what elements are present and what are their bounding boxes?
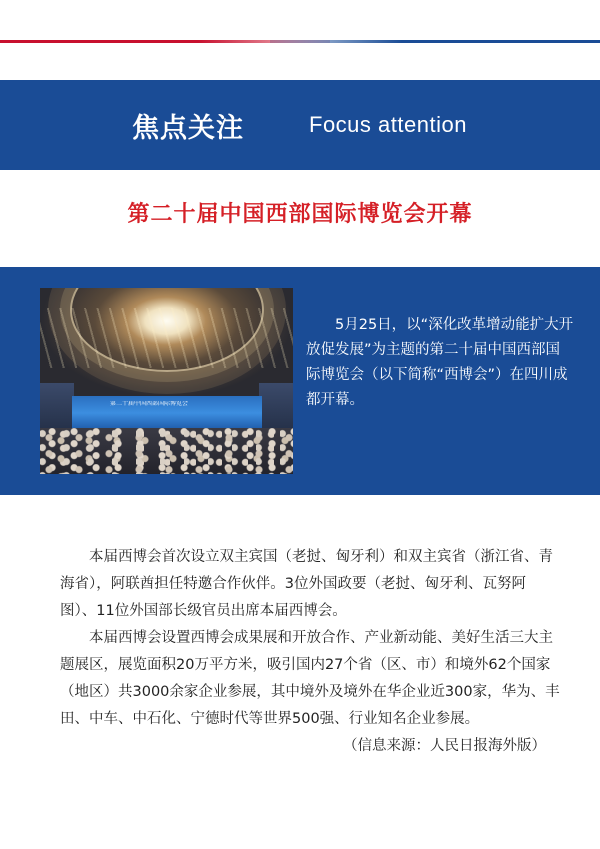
section-title-en: Focus attention [309, 112, 467, 137]
photo-audience [40, 428, 293, 474]
expo-hall-photo [40, 288, 293, 474]
section-title-cn: 焦点关注 [132, 113, 244, 144]
intro-paragraph: 5月25日，以“深化改革增动能扩大开放促发展”为主题的第二十届中国西部国际博览会（以下简称“西博会”）在四川成都开幕。 [306, 317, 574, 408]
photo-stage-screen-text: 第二十届中国西部国际博览会 [110, 401, 189, 407]
top-divider-stripe [0, 40, 600, 43]
article-headline: 第二十届中国西部国际博览会开幕 [127, 202, 473, 227]
top-divider-blue [270, 40, 600, 43]
body-paragraph-2-text: 本届西博会设置西博会成果展和开放合作、产业新动能、美好生活三大主题展区，展览面积20万平方米，吸引国内27个省（区、市）和境外62个国家（地区）共3000余家企业参展，其中境外及境外在华企业近300家，华为、丰田、中车、中石化、宁德时代等世界500强、行业知名企业参展。 [60, 630, 560, 727]
photo-ceiling-lights [40, 308, 293, 368]
article-body [60, 544, 560, 760]
section-header-band [0, 80, 600, 170]
body-paragraph-2 [60, 625, 560, 754]
body-paragraph-1: 本届西博会首次设立双主宾国（老挝、匈牙利）和双主宾省（浙江省、青海省），阿联酋担任特邀合作伙伴。3位外国政要（老挝、匈牙利、瓦努阿图）、11位外国部长级官员出席本届西博会。 [60, 549, 553, 619]
intro-text [306, 313, 574, 413]
source-attribution: （信息来源：人民日报海外版） [343, 738, 546, 754]
